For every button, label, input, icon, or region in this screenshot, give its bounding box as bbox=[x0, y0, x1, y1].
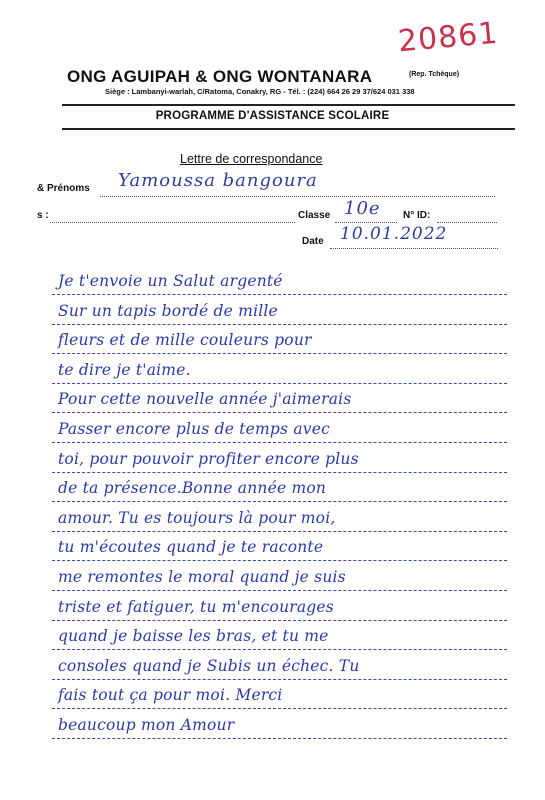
ruled-line bbox=[52, 412, 507, 413]
ruled-line bbox=[52, 679, 507, 680]
ruled-line bbox=[52, 531, 507, 532]
name-value: Yamoussa bangoura bbox=[118, 170, 318, 191]
ruled-line bbox=[52, 620, 507, 621]
ruled-line bbox=[52, 294, 507, 295]
row2-label: s : bbox=[37, 210, 49, 221]
date-value: 10.01.2022 bbox=[340, 224, 448, 244]
letter-line: Passer encore plus de temps avec bbox=[58, 420, 330, 438]
ruled-line bbox=[52, 590, 507, 591]
ruled-line bbox=[52, 383, 507, 384]
date-label: Date bbox=[302, 236, 324, 247]
ruled-line bbox=[52, 324, 507, 325]
class-value: 10e bbox=[344, 198, 381, 219]
id-label: N° ID: bbox=[403, 210, 431, 221]
organization-address: Siège : Lambanyi-warlah, C/Ratoma, Conakry, RG - Tél. : (224) 664 26 29 37/624 031 338 bbox=[105, 87, 415, 96]
letter-line: me remontes le moral quand je suis bbox=[58, 568, 346, 586]
letter-line: fleurs et de mille couleurs pour bbox=[58, 331, 312, 350]
program-title: PROGRAMME D'ASSISTANCE SCOLAIRE bbox=[155, 110, 390, 122]
ruled-line bbox=[52, 649, 507, 650]
ruled-line bbox=[52, 353, 507, 354]
ruled-line bbox=[52, 501, 507, 502]
letter-line: fais tout ça pour moi. Merci bbox=[58, 686, 283, 705]
organization-name: ONG AGUIPAH & ONG WONTANARA bbox=[67, 67, 373, 86]
letter-line: te dire je t'aime. bbox=[58, 360, 191, 379]
letter-line: beaucoup mon Amour bbox=[58, 716, 235, 734]
ruled-line bbox=[52, 442, 507, 443]
organization-country: (Rep. Tchèque) bbox=[409, 71, 460, 78]
letter-line: toi, pour pouvoir profiter encore plus bbox=[58, 449, 359, 468]
ruled-line bbox=[52, 738, 507, 739]
letter-line: Sur un tapis bordé de mille bbox=[58, 301, 278, 320]
letter-line: Pour cette nouvelle année j'aimerais bbox=[58, 390, 352, 409]
letter-line: triste et fatiguer, tu m'encourages bbox=[58, 597, 334, 616]
letter-line: tu m'écoutes quand je te raconte bbox=[58, 538, 324, 557]
document-number: 20861 bbox=[396, 15, 500, 60]
class-label: Classe bbox=[298, 210, 331, 221]
letter-title: Lettre de correspondance bbox=[180, 152, 323, 166]
ruled-line bbox=[52, 560, 507, 561]
ruled-line bbox=[52, 708, 507, 709]
name-label: & Prénoms bbox=[37, 183, 90, 194]
letter-line: consoles quand je Subis un échec. Tu bbox=[58, 656, 360, 675]
ruled-line bbox=[52, 472, 507, 473]
letter-line: de ta présence.Bonne année mon bbox=[58, 479, 327, 498]
letter-line: amour. Tu es toujours là pour moi, bbox=[58, 508, 336, 527]
letter-line: Je t'envoie un Salut argenté bbox=[58, 272, 283, 290]
letter-line: quand je baisse les bras, et tu me bbox=[58, 627, 329, 646]
